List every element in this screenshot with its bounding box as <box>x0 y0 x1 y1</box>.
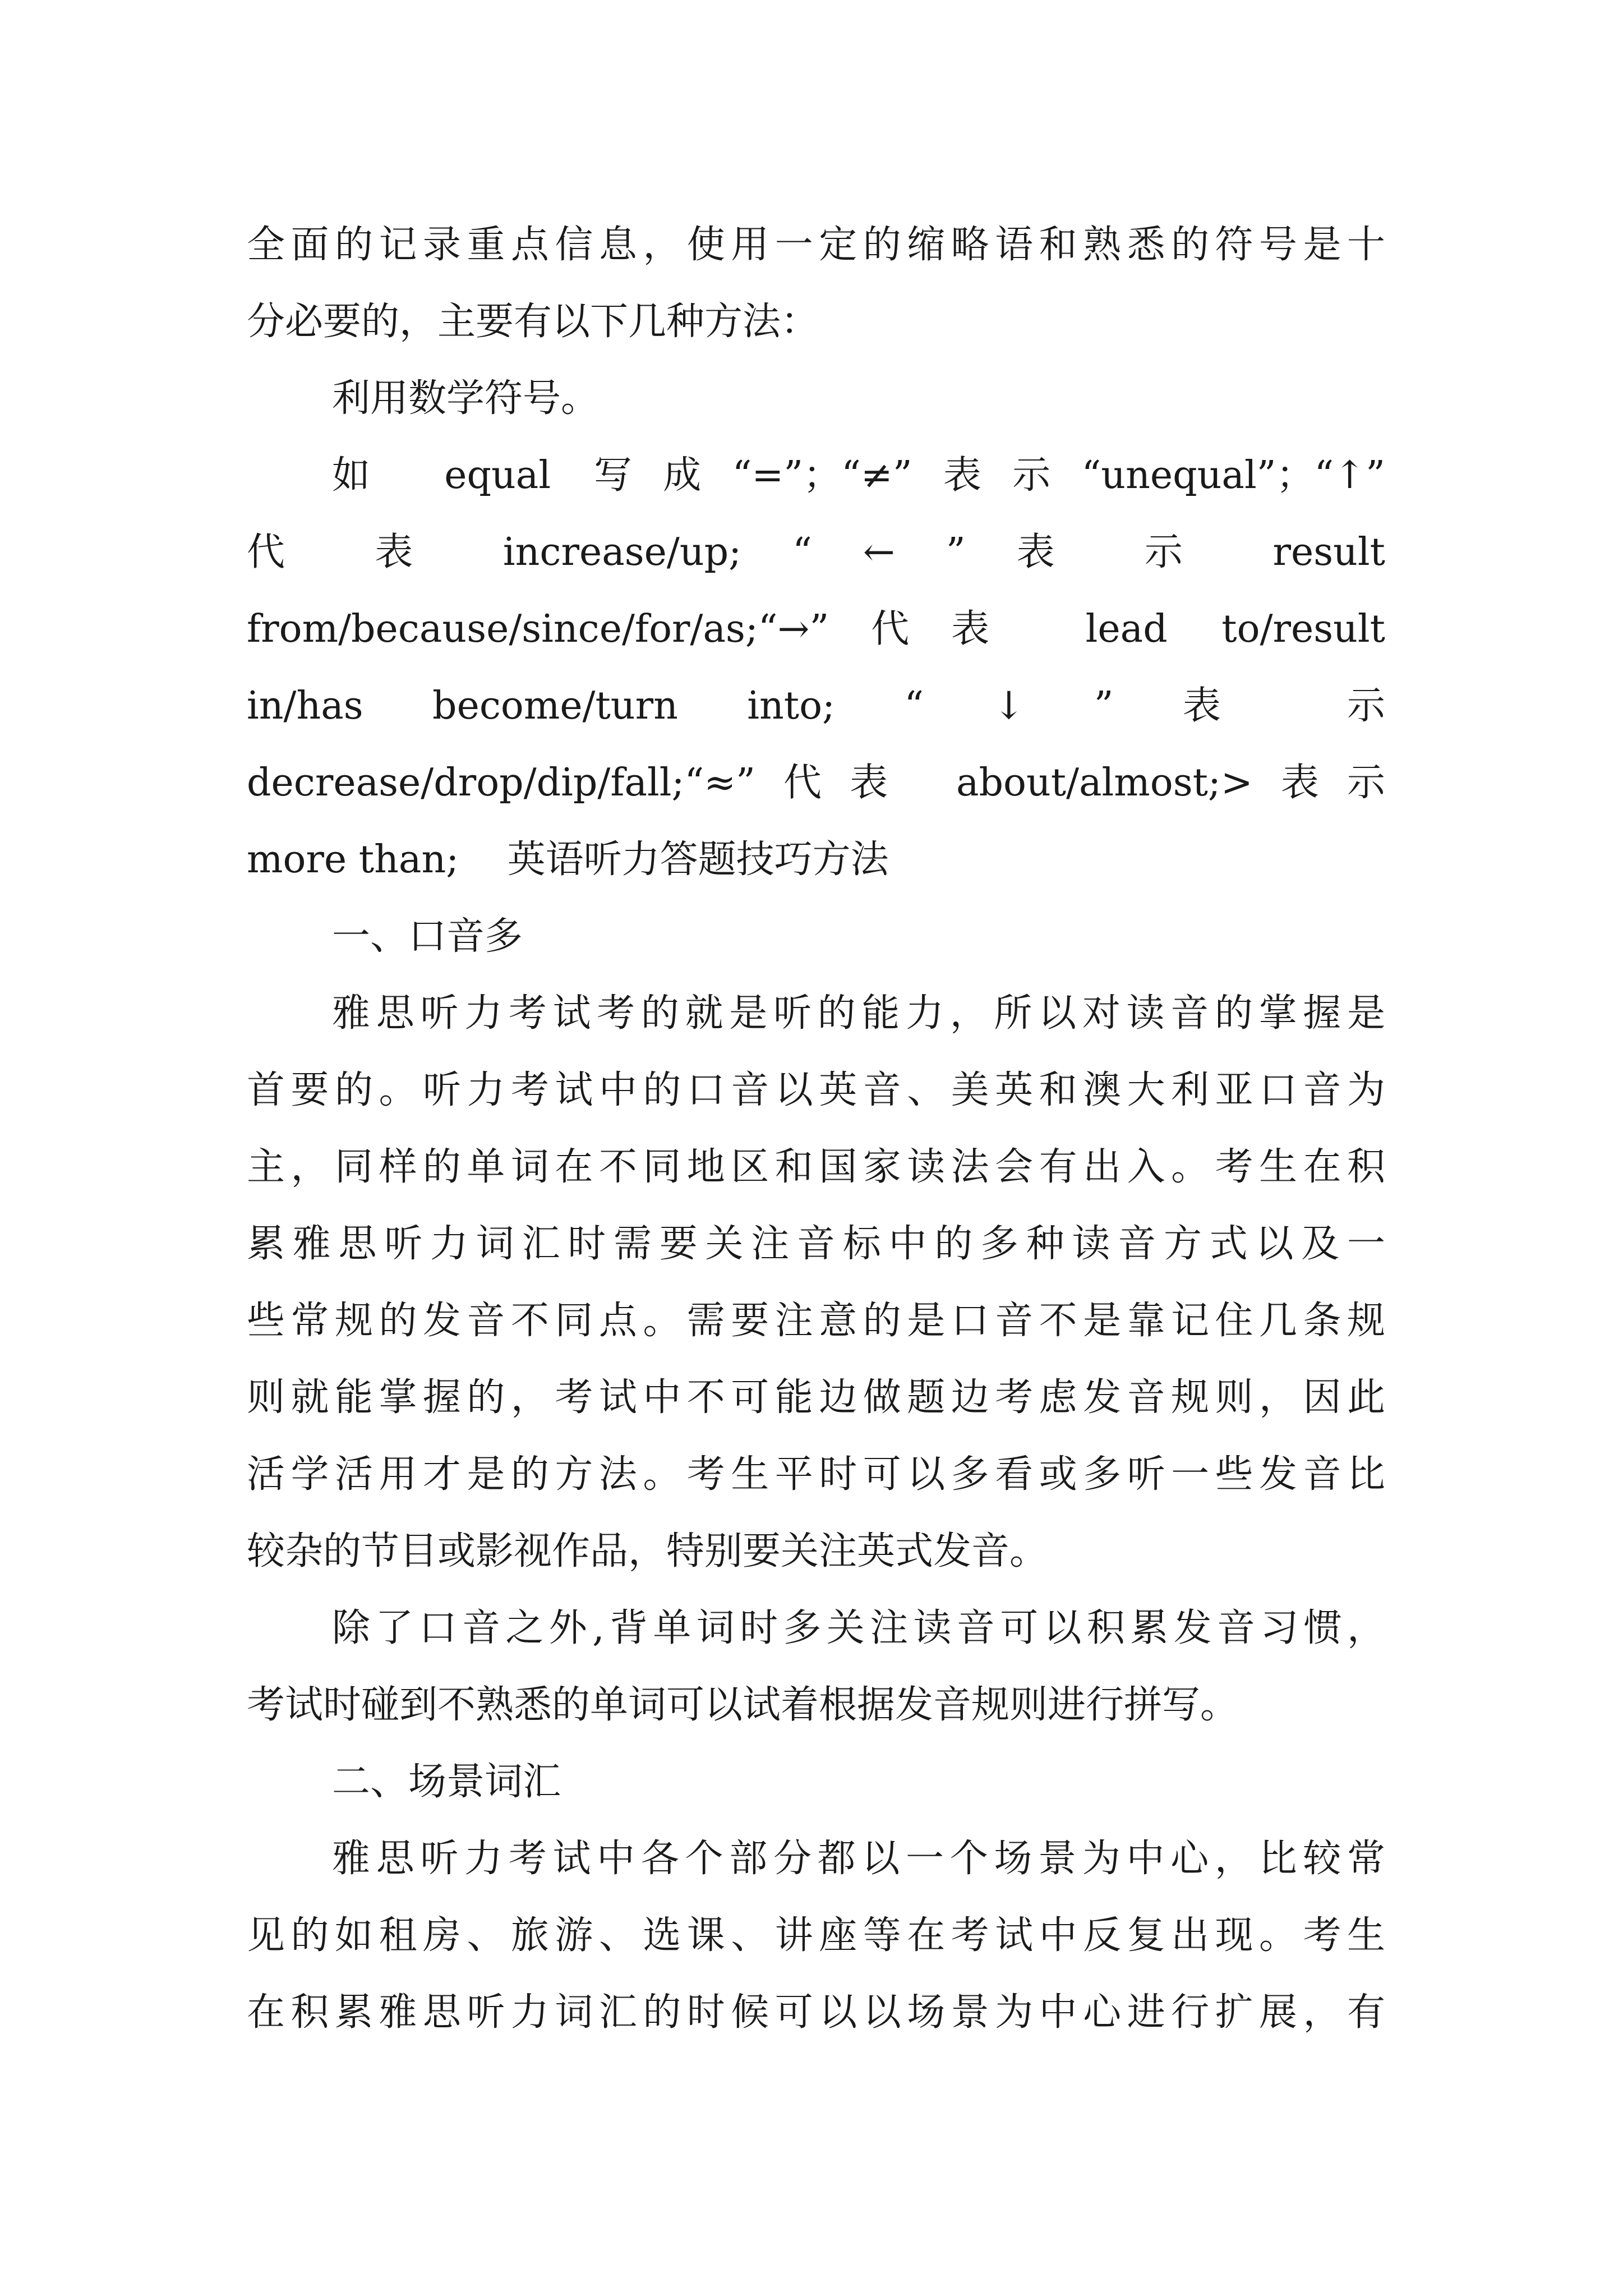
section-heading: 一、口音多 <box>332 914 523 959</box>
text-line: 利用数学符号。 <box>332 376 600 421</box>
text-line: 些常规的发音不同点。需要注意的是口音不是靠记住几条规 <box>247 1299 1385 1343</box>
text-line: 分必要的，主要有以下几种方法： <box>247 300 819 344</box>
section-heading: 二、场景词汇 <box>332 1760 561 1804</box>
text-line: 全面的记录重点信息，使用一定的缩略语和熟悉的符号是十 <box>247 223 1385 267</box>
text-line: 见的如租房、旅游、选课、讲座等在考试中反复出现。考生 <box>247 1913 1385 1958</box>
text-line: 在积累雅思听力词汇的时候可以以场景为中心进行扩展，有 <box>247 1990 1385 2035</box>
text-line: 除了口音之外,背单词时多关注读音可以积累发音习惯， <box>332 1606 1385 1650</box>
text-line: from/because/since/for/as;“→”代表 lead to/result <box>247 607 1385 651</box>
document-body <box>247 206 1385 2051</box>
text-line: 累雅思听力词汇时需要关注音标中的多种读音方式以及一 <box>247 1222 1385 1266</box>
text-line: 则就能掌握的，考试中不可能边做题边考虑发音规则，因此 <box>247 1375 1385 1420</box>
text-line: 考试时碰到不熟悉的单词可以试着根据发音规则进行拼写。 <box>247 1683 1239 1727</box>
text-line: 如 equal 写成“=”；“≠”表示“unequal”；“↑” <box>332 453 1385 498</box>
text-line: in/has become/turn into; “ ↓ ” 表 示 <box>247 684 1385 728</box>
text-line: decrease/drop/dip/fall;“≈”代表 about/almost;>表示 <box>247 761 1385 805</box>
text-line: 主，同样的单词在不同地区和国家读法会有出入。考生在积 <box>247 1145 1385 1189</box>
text-line: 首要的。听力考试中的口音以英音、美英和澳大利亚口音为 <box>247 1068 1385 1112</box>
text-line: 活学活用才是的方法。考生平时可以多看或多听一些发音比 <box>247 1452 1385 1497</box>
text-line: 雅思听力考试中各个部分都以一个场景为中心，比较常 <box>332 1837 1385 1881</box>
text-line: 代 表 increase/up; “ ← ” 表 示 result <box>247 530 1385 574</box>
text-line: 雅思听力考试考的就是听的能力，所以对读音的掌握是 <box>332 991 1385 1036</box>
text-line: more than; 英语听力答题技巧方法 <box>247 838 889 882</box>
text-line: 较杂的节目或影视作品，特别要关注英式发音。 <box>247 1529 1048 1573</box>
